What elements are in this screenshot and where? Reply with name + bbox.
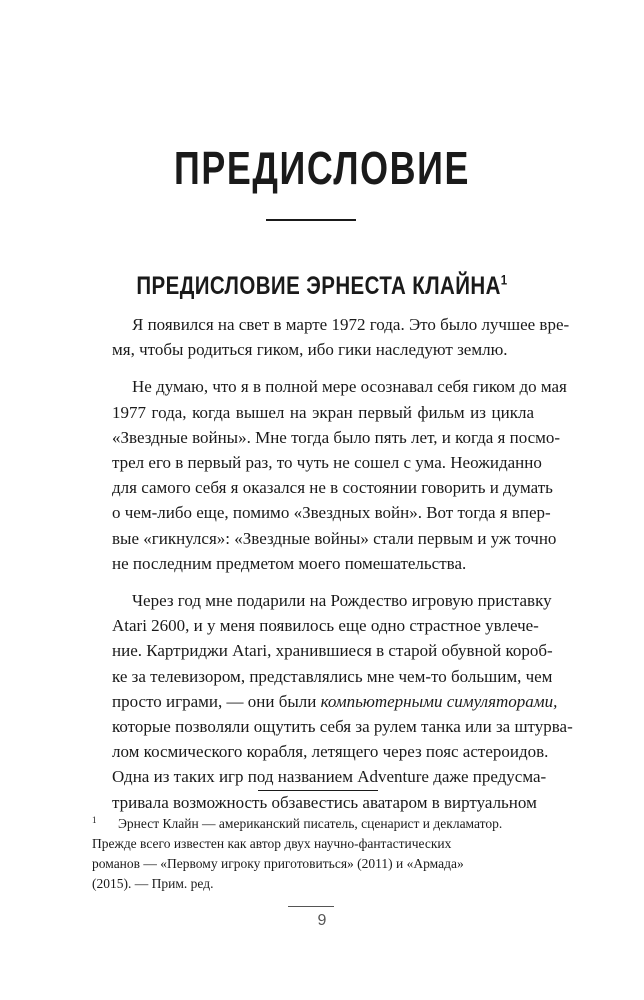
- text-line: ние. Картриджи Atari, хранившиеся в старой обувной короб-: [112, 641, 553, 661]
- text-line: тривала возможность обзавестись аватаром в виртуальном: [112, 792, 537, 812]
- text-line: 1977 года, когда вышел на экран первый фильм из цикла: [112, 402, 534, 422]
- title-divider: [266, 219, 356, 221]
- footnote-line: Прежде всего известен как автор двух научно-фантастических: [92, 836, 452, 851]
- text-line: Не думаю, что я в полной мере осознавал себя гиком до мая: [132, 377, 567, 397]
- text-line: Одна из таких игр под названием Adventure даже предусма-: [112, 767, 547, 787]
- page-number: 9: [317, 912, 327, 929]
- text-line: которые позволяли ощутить себя за рулем танка или за штурва-: [112, 717, 573, 737]
- text-line: трел его в первый раз, то чуть не сошел с ума. Неожиданно: [112, 453, 542, 473]
- text-line: Я появился на свет в марте 1972 года. Это было лучшее вре-: [132, 315, 570, 334]
- text-segment: просто играми, — они были: [112, 691, 317, 711]
- text-line: ке за телевизором, представлялись мне чем-то большим, чем: [112, 666, 553, 686]
- paragraph: [92, 312, 570, 362]
- footnote-line: (2015). — Прим. ред.: [92, 876, 214, 891]
- footnote: [92, 814, 534, 894]
- footnote-ref[interactable]: 1: [500, 271, 508, 288]
- text-line: мя, чтобы родиться гиком, ибо гики наследуют землю.: [112, 340, 508, 360]
- section-title-text: ПРЕДИСЛОВИЕ ЭРНЕСТА КЛАЙНА: [136, 272, 501, 300]
- paragraph: [92, 588, 573, 815]
- text-line: Atari 2600, и у меня появилось еще одно страстное увлече-: [112, 616, 539, 636]
- text-line: о чем-либо еще, помимо «Звездных войн». Вот тогда я впер-: [112, 503, 551, 523]
- text-line: Через год мне подарили на Рождество игровую приставку: [132, 591, 552, 611]
- emphasis-text: компьютерными симуляторами,: [320, 691, 558, 711]
- footnote-line: романов — «Первому игроку приготовиться» (2011) и «Армада»: [92, 856, 464, 871]
- text-line: вые «гикнулся»: «Звездные войны» стали первым и уж точно: [112, 528, 557, 548]
- chapter-title: ПРЕДИСЛОВИЕ: [174, 142, 470, 194]
- text-line: не последним предметом моего помешательства.: [112, 553, 467, 573]
- section-title: [58, 268, 586, 304]
- text-line: «Звездные войны». Мне тогда было пять лет, и когда я посмо-: [112, 427, 561, 447]
- page-number-divider: [288, 906, 334, 907]
- footnote-text: Эрнест Клайн — американский писатель, сценарист и декламатор.: [118, 816, 503, 831]
- text-line: для самого себя я оказался не в состоянии говорить и думать: [112, 478, 553, 498]
- body-text: [92, 312, 573, 827]
- paragraph: [92, 374, 567, 576]
- footnote-divider: [258, 790, 378, 791]
- text-line: лом космического корабля, летящего через пояс астероидов.: [112, 742, 549, 762]
- text-line-with-emphasis: [92, 689, 558, 714]
- footnote-line: 1 Эрнест Клайн — американский писатель, сценарист и декламатор.: [92, 814, 503, 831]
